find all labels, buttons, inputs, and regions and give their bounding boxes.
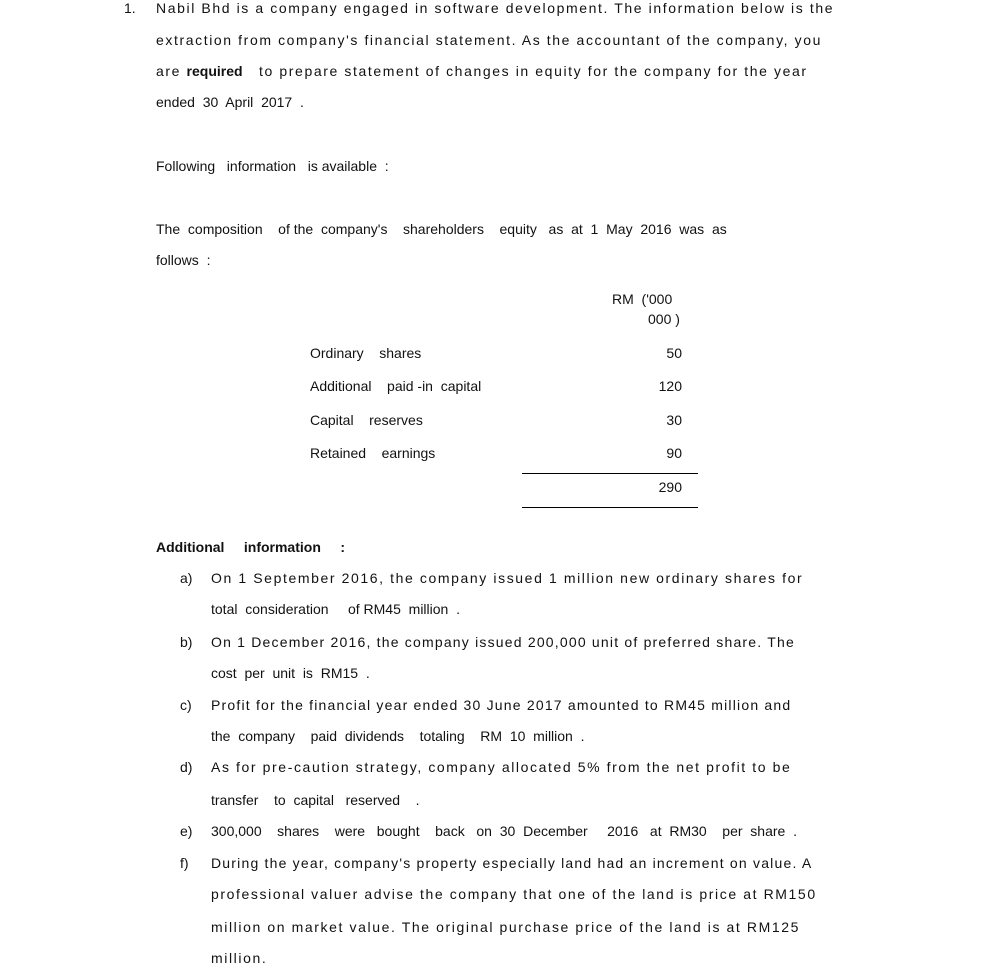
item-text-line: transfer to capital reserved .: [211, 792, 420, 808]
row-label: Ordinary shares: [310, 345, 422, 361]
item-marker: f): [180, 855, 189, 871]
item-text-line: professional valuer advise the company that one of the land is price at RM150: [211, 886, 817, 902]
row-label: Additional paid -in capital: [310, 378, 482, 394]
item-marker: a): [180, 570, 193, 586]
following-info: Following information is available :: [156, 158, 389, 174]
item-text-line: the company paid dividends totaling RM 10 million .: [211, 728, 585, 744]
total-value: 290: [658, 479, 682, 495]
row-label: Capital reserves: [310, 412, 423, 428]
intro-line-3-pre: are: [156, 63, 182, 79]
intro-line-3-post: to prepare statement of changes in equity for the company for the year: [259, 63, 808, 79]
item-text-line: total consideration of RM45 million .: [211, 601, 460, 617]
row-label: Retained earnings: [310, 445, 436, 461]
item-marker: e): [180, 823, 193, 839]
item-text-line: As for pre-caution strategy, company allocated 5% from the net profit to be: [211, 759, 792, 775]
intro-line-3: [156, 63, 808, 79]
item-text-line: cost per unit is RM15 .: [211, 665, 370, 681]
question-number: 1.: [124, 0, 136, 16]
row-value: 120: [658, 378, 682, 394]
item-text-line: 300,000 shares were bought back on 30 December 2016 at RM30 per share .: [211, 823, 797, 839]
item-text-line: On 1 December 2016, the company issued 200,000 unit of preferred share. The: [211, 634, 795, 650]
column-header-line-1: RM ('000: [612, 291, 673, 307]
intro-line-4: ended 30 April 2017 .: [156, 94, 304, 110]
column-header-line-2: 000 ): [648, 311, 680, 327]
row-value: 30: [666, 412, 682, 428]
item-marker: d): [180, 759, 193, 775]
composition-line-2: follows :: [156, 252, 211, 268]
row-value: 90: [666, 445, 682, 461]
item-text-line: million on market value. The original purchase price of the land is at RM125: [211, 919, 801, 935]
total-top-rule: [522, 473, 698, 474]
item-text-line: During the year, company's property especially land had an increment on value. A: [211, 855, 813, 871]
intro-line-2: extraction from company's financial statement. As the accountant of the company, you: [156, 32, 822, 48]
total-bottom-rule: [522, 507, 698, 508]
composition-line-1: The composition of the company's shareholders equity as at 1 May 2016 was as: [156, 221, 727, 237]
item-text-line: million.: [211, 950, 268, 966]
item-text-line: On 1 September 2016, the company issued 1 million new ordinary shares for: [211, 570, 804, 586]
required-emphasis: required: [186, 63, 243, 79]
row-value: 50: [666, 345, 682, 361]
item-marker: b): [180, 634, 193, 650]
item-text-line: Profit for the financial year ended 30 June 2017 amounted to RM45 million and: [211, 697, 792, 713]
intro-line-1: Nabil Bhd is a company engaged in software development. The information below is the: [156, 0, 835, 16]
additional-info-heading: Additional information :: [156, 539, 345, 555]
item-marker: c): [180, 697, 192, 713]
